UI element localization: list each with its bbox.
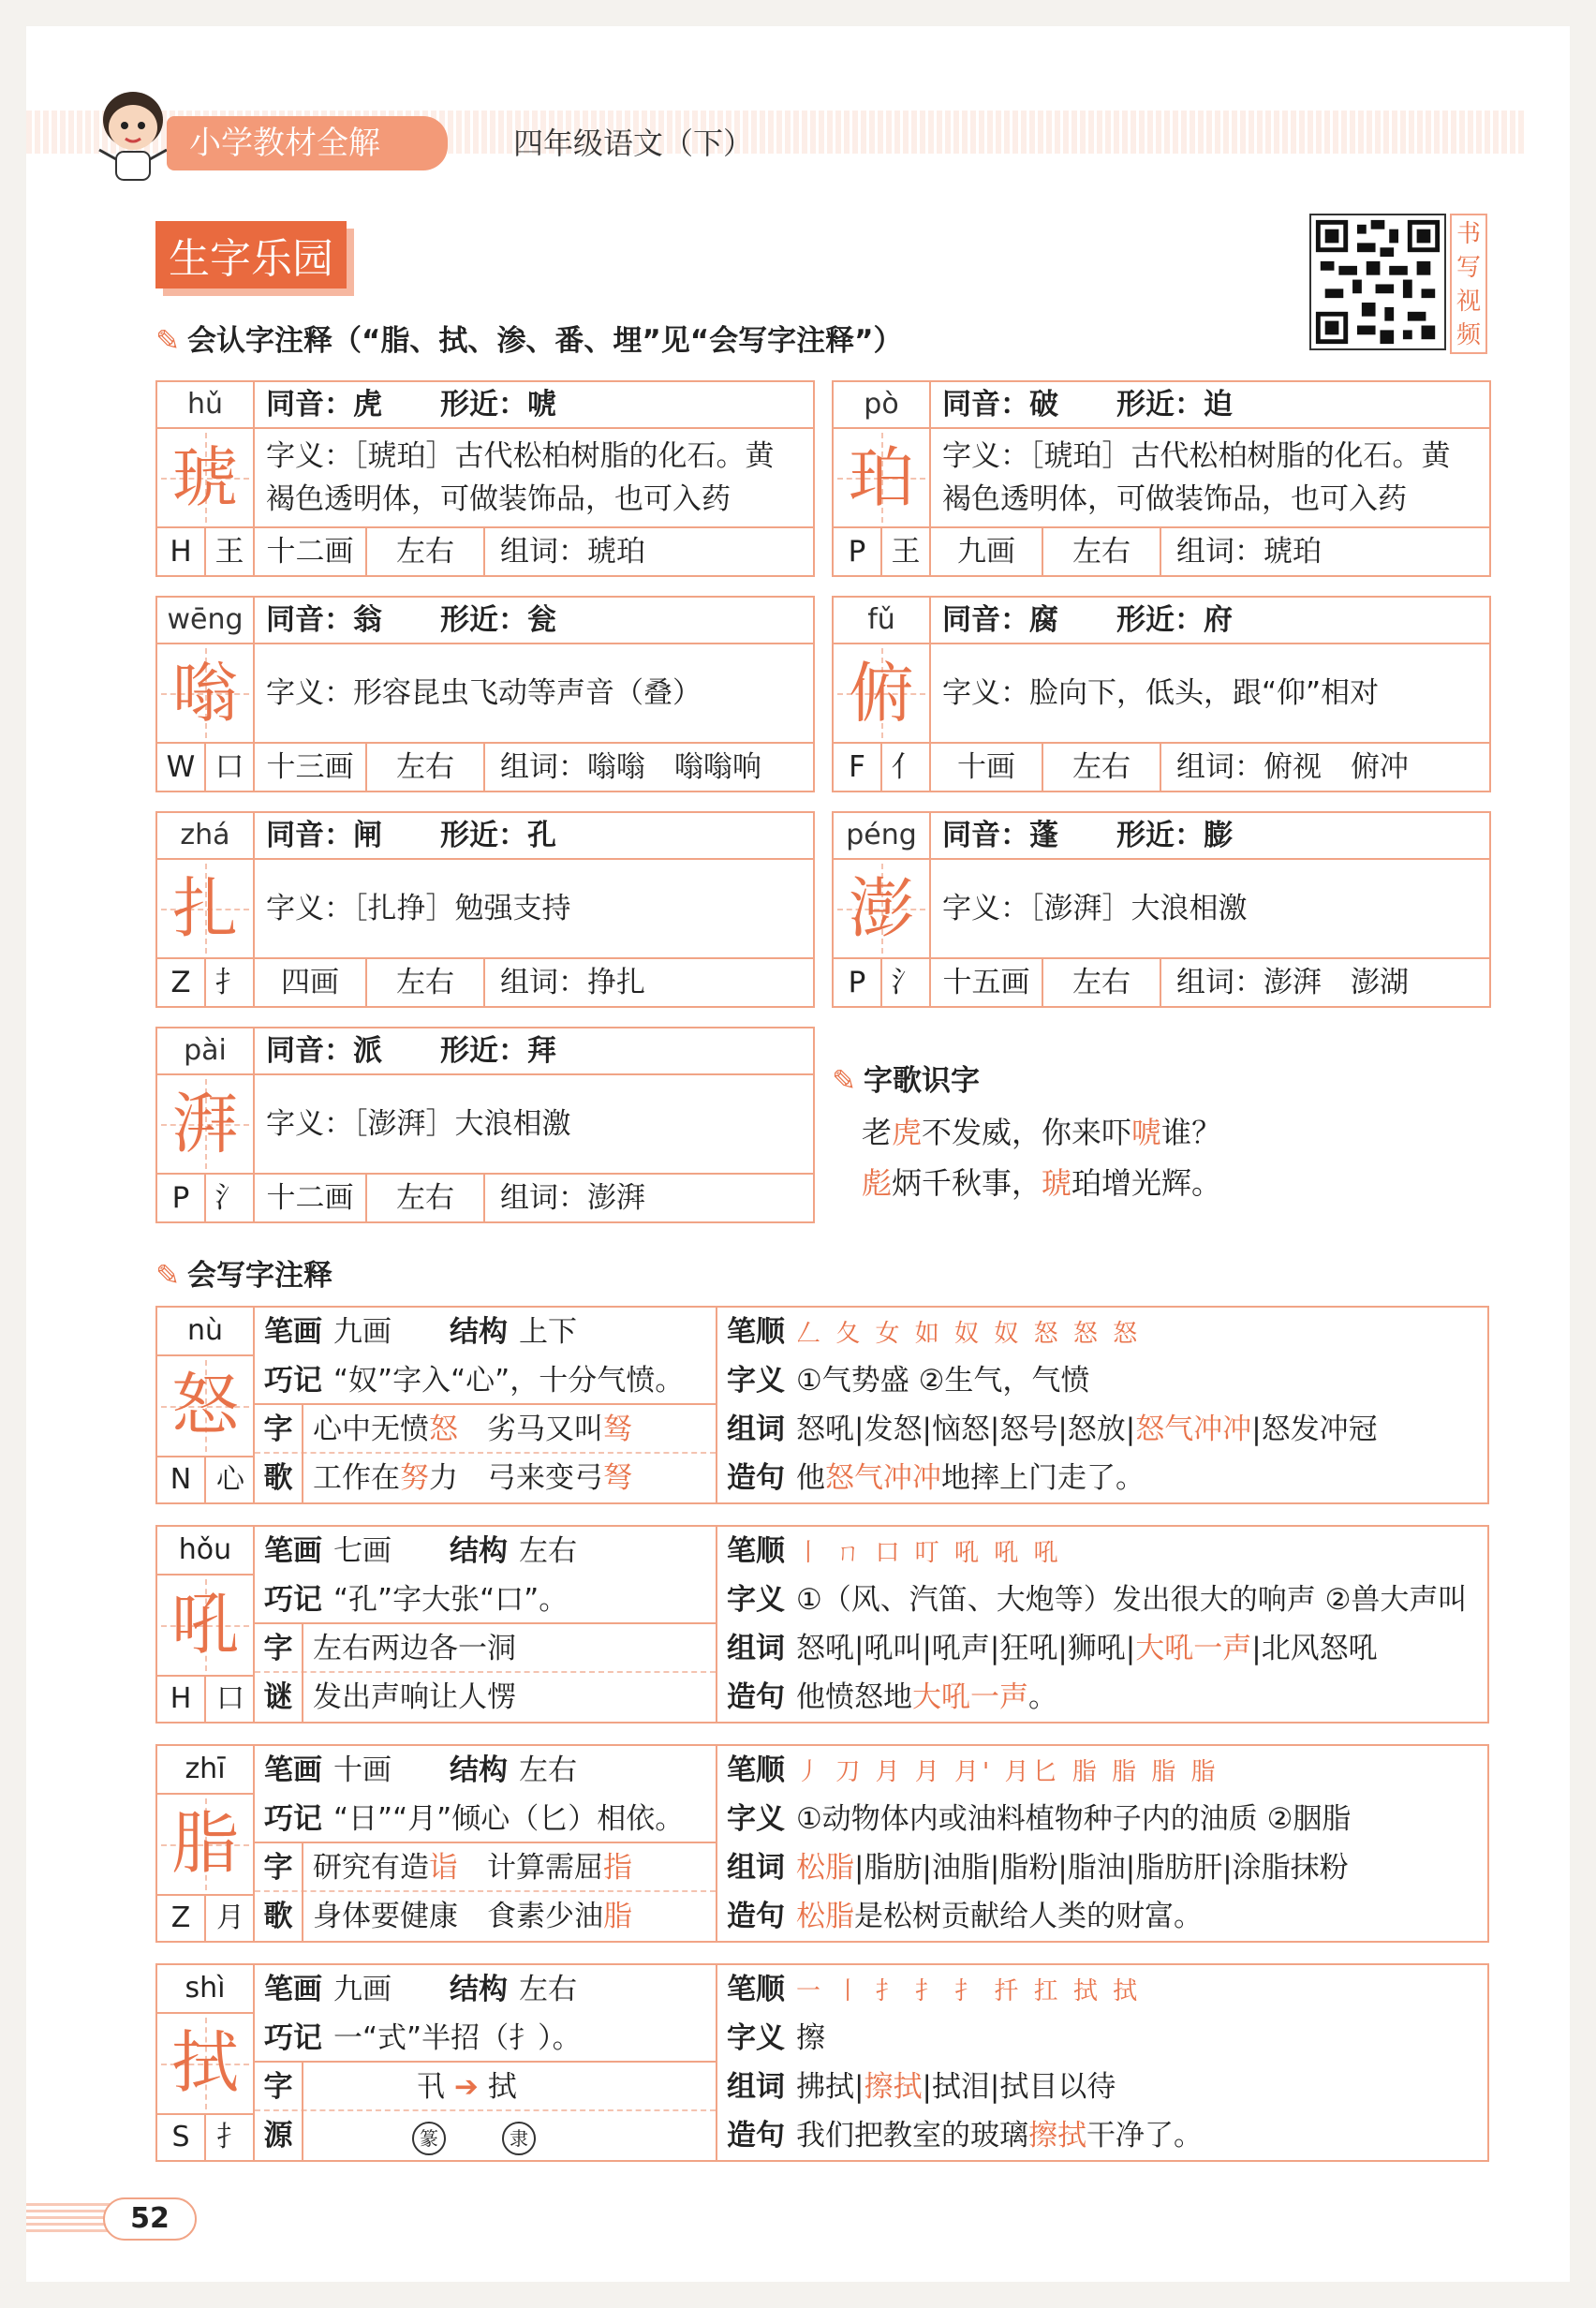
words: 组词：挣扎 (500, 966, 645, 999)
big-character: 珀 (834, 429, 931, 526)
structure: 左右 (1043, 744, 1161, 791)
song-line-2: 彪炳千秋事，琥珀增光辉。 (862, 1165, 1222, 1201)
rhyme-row-2: 谜 发出声响让人愣 (255, 1673, 716, 1722)
pencil-icon: ✎ (832, 1064, 856, 1098)
radical: 扌 (206, 959, 255, 1006)
homophone-row: 同音：腐 形近：府 (931, 598, 1489, 644)
structure: 左右 (367, 744, 485, 791)
meaning: 字义：［澎湃］大浪相激 (942, 892, 1248, 925)
meaning: 字义：［澎湃］大浪相激 (266, 1107, 571, 1141)
detail-column (717, 1965, 1487, 2160)
words: 组词：澎湃 (500, 1181, 645, 1215)
sentence-row: 造句 他怒气冲冲地摔上门走了。 (727, 1461, 1145, 1495)
big-character: 扎 (157, 860, 255, 957)
radical: 氵 (882, 959, 931, 1006)
recognize-heading (155, 317, 902, 359)
meaning: 字义：脸向下，低头，跟“仰”相对 (942, 676, 1380, 710)
big-character: 怒 (157, 1356, 255, 1456)
meaning-row: 字义 ①（风、汽笛、大炮等）发出很大的响声 ②兽大声叫 (727, 1583, 1468, 1617)
pinyin: zhá (157, 813, 255, 860)
homophone-row: 同音：蓬 形近：膨 (931, 813, 1489, 860)
memory-tip-row: 巧记 一“式”半招（扌）。 (255, 2014, 716, 2063)
big-character: 脂 (157, 1795, 255, 1894)
meaning: 字义：形容昆虫飞动等声音（叠） (266, 676, 702, 710)
pencil-icon: ✎ (155, 1259, 180, 1293)
big-character: 琥 (157, 429, 255, 526)
qr-code-icon[interactable] (1309, 214, 1446, 350)
pencil-icon: ✎ (155, 324, 180, 358)
char-card-7 (155, 1027, 815, 1223)
qr-label: 书写视频 (1450, 214, 1487, 354)
index-row: Z 月 (157, 1894, 255, 1941)
words-row: 组词 拂拭|擦拭|拭泪|拭目以待 (727, 2070, 1116, 2104)
homophone-row: 同音：闸 形近：孔 (255, 813, 813, 860)
memory-tip-row: 巧记 “日”“月”倾心（匕）相依。 (255, 1795, 716, 1843)
song-text (862, 1107, 1221, 1208)
mnemonic-column (255, 1965, 717, 2160)
detail-column (717, 1308, 1487, 1502)
stroke-order-row: 笔顺 𠃋 夂 女 如 奴 奴 怒 怒 怒 (727, 1315, 1142, 1349)
structure: 左右 (1043, 959, 1161, 1006)
char-card-2 (832, 380, 1491, 577)
index-letter: H (157, 528, 206, 575)
mnemonic-column (255, 1527, 717, 1722)
brand-banner: 小学教材全解 (167, 116, 448, 170)
radical: 口 (206, 744, 255, 791)
song-heading (832, 1057, 980, 1099)
pinyin: hǒu (157, 1527, 255, 1576)
big-character: 澎 (834, 860, 931, 957)
big-character: 拭 (157, 2014, 255, 2113)
info-row (157, 1173, 813, 1221)
words-row: 组词 怒吼|吼叫|吼声|狂吼|狮吼|大吼一声|北风怒吼 (727, 1632, 1378, 1665)
index-row: H 口 (157, 1675, 255, 1722)
char-card-1 (155, 380, 815, 577)
meaning: 字义：［琥珀］古代松柏树脂的化石。黄褐色透明体，可做装饰品，也可入药 (942, 439, 1451, 516)
homophone-row: 同音：翁 形近：瓮 (255, 598, 813, 644)
info-row (834, 957, 1489, 1006)
cartoon-boy-icon (90, 84, 176, 187)
song-title: 字歌识字 (863, 1064, 980, 1098)
meaning-row: 字义 擦 (727, 2021, 825, 2055)
index-row: S 扌 (157, 2113, 255, 2160)
write-card-1 (155, 1306, 1489, 1504)
structure: 左右 (367, 1175, 485, 1221)
structure: 左右 (367, 528, 485, 575)
pinyin: péng (834, 813, 931, 860)
stroke-order-row: 笔顺 一 丨 扌 扌 扌 扦 扛 拭 拭 (727, 1973, 1142, 2006)
write-card-4 (155, 1963, 1489, 2162)
pinyin: zhī (157, 1746, 255, 1795)
words: 组词：嗡嗡 嗡嗡响 (500, 750, 761, 784)
pinyin: fǔ (834, 598, 931, 644)
words: 组词：琥珀 (1176, 535, 1322, 569)
info-row (834, 742, 1489, 791)
radical: 亻 (882, 744, 931, 791)
stroke-order-row: 笔顺 丿 刀 月 月 月' 月匕 脂 脂 脂 脂 (727, 1753, 1219, 1787)
mnemonic-column (255, 1746, 717, 1941)
rhyme-row-2: 歌 工作在努力 弓来变弓弩 (255, 1454, 716, 1502)
stroke-structure-row: 笔画 九画 结构 上下 (264, 1315, 577, 1349)
memory-tip-row: 巧记 “奴”字入“心”，十分气愤。 (255, 1356, 716, 1405)
section-title: 生字乐园 (155, 221, 347, 288)
rhyme-row-1: 字 心中无愤怒 劣马又叫驽 (255, 1405, 716, 1454)
big-character: 嗡 (157, 644, 255, 742)
index-letter: Z (157, 959, 206, 1006)
big-character: 吼 (157, 1576, 255, 1675)
words: 组词：琥珀 (500, 535, 645, 569)
char-card-6 (832, 811, 1491, 1008)
stroke-count: 十画 (931, 744, 1043, 791)
stroke-count: 十三画 (255, 744, 367, 791)
info-row (157, 526, 813, 575)
rhyme-row-1: 字 左右两边各一洞 (255, 1624, 716, 1673)
meaning-row: 字义 ①动物体内或油料植物种子内的油质 ②胭脂 (727, 1802, 1352, 1836)
structure: 左右 (1043, 528, 1161, 575)
info-row (834, 526, 1489, 575)
origin-row: 字 卂 ➔ 拭 (255, 2063, 716, 2111)
sentence-row: 造句 松脂是松树贡献给人类的财富。 (727, 1900, 1203, 1933)
char-card-3 (155, 596, 815, 792)
write-heading (155, 1251, 332, 1294)
info-row (157, 742, 813, 791)
pinyin: shì (157, 1965, 255, 2014)
index-letter: P (834, 528, 882, 575)
stroke-structure-row: 笔画 七画 结构 左右 (264, 1534, 577, 1568)
char-card-5 (155, 811, 815, 1008)
page-number: 52 (103, 2197, 197, 2241)
pinyin: wēng (157, 598, 255, 644)
radical: 王 (206, 528, 255, 575)
radical: 氵 (206, 1175, 255, 1221)
stroke-count: 四画 (255, 959, 367, 1006)
pinyin: nù (157, 1308, 255, 1356)
words: 组词：俯视 俯冲 (1176, 750, 1409, 784)
info-row (157, 957, 813, 1006)
homophone-row: 同音：虎 形近：唬 (255, 382, 813, 429)
rhyme-row-1: 字 研究有造诣 计算需屈指 (255, 1843, 716, 1892)
write-card-3 (155, 1744, 1489, 1943)
memory-tip-row: 巧记 “孔”字大张“口”。 (255, 1576, 716, 1624)
mnemonic-column (255, 1308, 717, 1502)
index-letter: W (157, 744, 206, 791)
radical: 王 (882, 528, 931, 575)
detail-column (717, 1527, 1487, 1722)
index-letter: P (834, 959, 882, 1006)
words-row: 组词 松脂|脂肪|油脂|脂粉|脂油|脂肪肝|涂脂抹粉 (727, 1851, 1349, 1885)
meaning: 字义：［琥珀］古代松柏树脂的化石。黄褐色透明体，可做装饰品，也可入药 (266, 439, 775, 516)
structure: 左右 (367, 959, 485, 1006)
recognize-heading-text: 会认字注释（“脂、拭、渗、番、埋”见“会写字注释”） (186, 324, 903, 358)
write-heading-text: 会写字注释 (186, 1259, 332, 1293)
meaning-row: 字义 ①气势盛 ②生气，气愤 (727, 1364, 1090, 1398)
stroke-structure-row: 笔画 十画 结构 左右 (264, 1753, 577, 1787)
words-row: 组词 怒吼|发怒|恼怒|怒号|怒放|怒气冲冲|怒发冲冠 (727, 1413, 1378, 1446)
index-row: N 心 (157, 1456, 255, 1502)
rhyme-row-2: 歌 身体要健康 食素少油脂 (255, 1892, 716, 1941)
pinyin: hǔ (157, 382, 255, 429)
write-card-2 (155, 1525, 1489, 1724)
homophone-row: 同音：破 形近：迫 (931, 382, 1489, 429)
sentence-row: 造句 他愤怒地大吼一声。 (727, 1680, 1057, 1714)
big-character: 湃 (157, 1075, 255, 1173)
index-letter: P (157, 1175, 206, 1221)
words: 组词：澎湃 澎湖 (1176, 966, 1409, 999)
stroke-structure-row: 笔画 九画 结构 左右 (264, 1973, 577, 2006)
index-letter: F (834, 744, 882, 791)
stroke-count: 十五画 (931, 959, 1043, 1006)
homophone-row: 同音：派 形近：拜 (255, 1028, 813, 1075)
stroke-count: 十二画 (255, 528, 367, 575)
stroke-count: 十二画 (255, 1175, 367, 1221)
detail-column (717, 1746, 1487, 1941)
pinyin: pài (157, 1028, 255, 1075)
big-character: 俯 (834, 644, 931, 742)
pinyin: pò (834, 382, 931, 429)
book-title: 四年级语文（下） (513, 126, 754, 161)
song-line-1: 老虎不发威，你来吓唬谁？ (862, 1115, 1222, 1150)
sentence-row: 造句 我们把教室的玻璃擦拭干净了。 (727, 2119, 1203, 2153)
stroke-order-row: 笔顺 丨 ㄇ 口 叮 吼 吼 吼 (727, 1534, 1062, 1568)
char-card-4 (832, 596, 1491, 792)
stroke-count: 九画 (931, 528, 1043, 575)
origin-row-2: 源 篆 隶 (255, 2111, 716, 2160)
meaning: 字义：［扎挣］勉强支持 (266, 892, 571, 925)
